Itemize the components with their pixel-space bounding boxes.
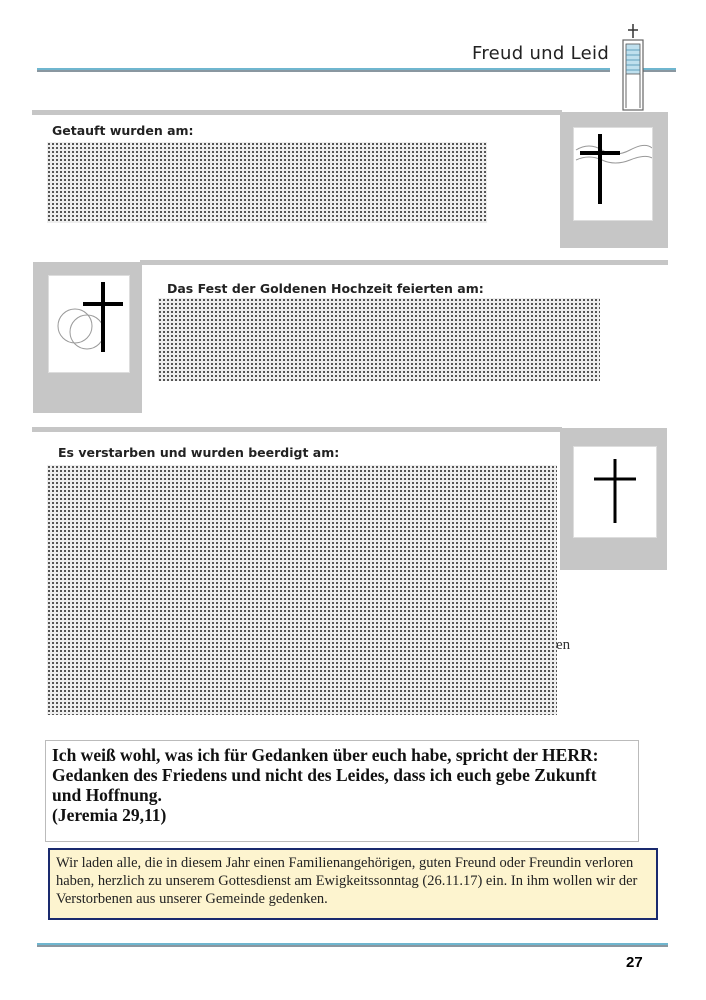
wedding-image-frame (33, 262, 142, 413)
section-divider (32, 427, 562, 432)
quote-line: und Hoffnung. (52, 785, 162, 805)
invitation-note: Wir laden alle, die in diesem Jahr einen Familienangehörigen, guten Freund oder Freundin verloren haben, herzlich zu unserem Gottesdienst am Ewigkeitssonntag (26.11.17) ein. In ihm wollen wir der Verstorbenen aus unserer Gemeinde gedenken. (48, 848, 658, 920)
section-label: Getauft wurden am: (52, 123, 194, 138)
redacted-area (47, 465, 557, 715)
header-rule (37, 68, 610, 72)
footer-rule (37, 943, 668, 947)
quote-line: Ich weiß wohl, was ich für Gedanken über euch habe, spricht der HERR: (52, 745, 599, 765)
baptism-cross-icon (574, 128, 652, 220)
redacted-area (158, 298, 600, 381)
funeral-image-frame (560, 428, 667, 570)
baptism-image-frame (560, 112, 668, 248)
section-label: Das Fest der Goldenen Hochzeit feierten am: (167, 281, 484, 296)
wedding-rings-cross-icon (49, 276, 129, 372)
church-tower-icon (618, 22, 648, 112)
section-label: Es verstarben und wurden beerdigt am: (58, 445, 340, 460)
cross-icon (574, 447, 656, 537)
page-title: Freud und Leid (472, 43, 610, 64)
overflow-text: en (556, 637, 571, 653)
page-number: 27 (626, 954, 643, 971)
section-divider (32, 110, 562, 115)
bible-quote (45, 740, 639, 842)
redacted-area (47, 142, 487, 223)
quote-line: Gedanken des Friedens und nicht des Leides, dass ich euch gebe Zukunft (52, 765, 597, 785)
quote-reference: (Jeremia 29,11) (52, 805, 167, 825)
section-divider (140, 260, 668, 265)
